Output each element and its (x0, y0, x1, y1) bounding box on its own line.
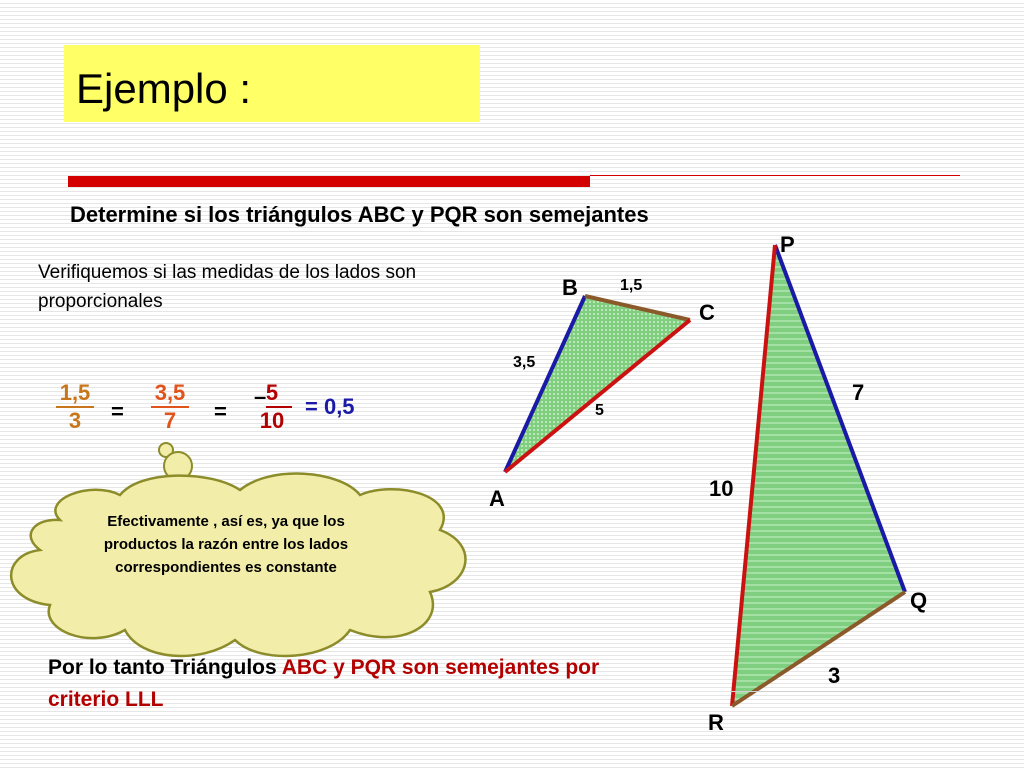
verify-text: Verifiquemos si las medidas de los lados son proporcionales (38, 262, 417, 312)
triangle-abc (505, 296, 690, 472)
fraction-1-numerator: 1,5 (59, 380, 91, 405)
bottom-rule (730, 691, 960, 692)
side-ac-label: 5 (595, 402, 604, 419)
vertex-c-label: C (699, 300, 715, 325)
triangle-abc-fill (505, 296, 690, 472)
conclusion-highlight: ABC y PQR son semejantes por criterio LLL (48, 656, 600, 711)
triangle-pqr-fill (732, 245, 905, 706)
question-text: Determine si los triángulos ABC y PQR son semejantes (70, 202, 649, 227)
vertex-b-label: B (562, 275, 578, 300)
bubble-text: Efectivamente , así es, ya que los productos la razón entre los lados correspondientes es constante (103, 513, 349, 576)
conclusion-prefix: Por lo tanto Triángulos (48, 656, 282, 679)
equals-sign-2: = (214, 399, 227, 424)
vertex-a-label: A (489, 486, 505, 511)
equals-sign-1: = (111, 399, 124, 424)
fraction-2-denominator: 7 (163, 408, 177, 433)
fraction-2-numerator: 3,5 (154, 380, 186, 405)
fraction-2 (148, 380, 192, 434)
side-pq-label: 7 (852, 380, 865, 405)
triangle-pqr (732, 245, 905, 706)
side-ab-label: 3,5 (513, 354, 536, 371)
fraction-3-denominator: 10 (259, 408, 285, 433)
side-pr-label: 10 (709, 476, 734, 501)
side-bc-label: 1,5 (620, 277, 643, 294)
vertex-p-label: P (780, 232, 795, 257)
slide-title: Ejemplo : (76, 65, 252, 112)
vertex-q-label: Q (910, 588, 928, 613)
fraction-3 (252, 380, 292, 434)
fraction-1-denominator: 3 (68, 408, 82, 433)
ratio-result: = 0,5 (305, 394, 355, 419)
minus-dash: – (254, 384, 267, 409)
vertex-r-label: R (708, 710, 724, 735)
conclusion-text (48, 652, 608, 716)
fraction-1 (54, 380, 96, 434)
fraction-3-numerator: 5 (265, 380, 279, 405)
side-qr-label: 3 (828, 663, 841, 688)
